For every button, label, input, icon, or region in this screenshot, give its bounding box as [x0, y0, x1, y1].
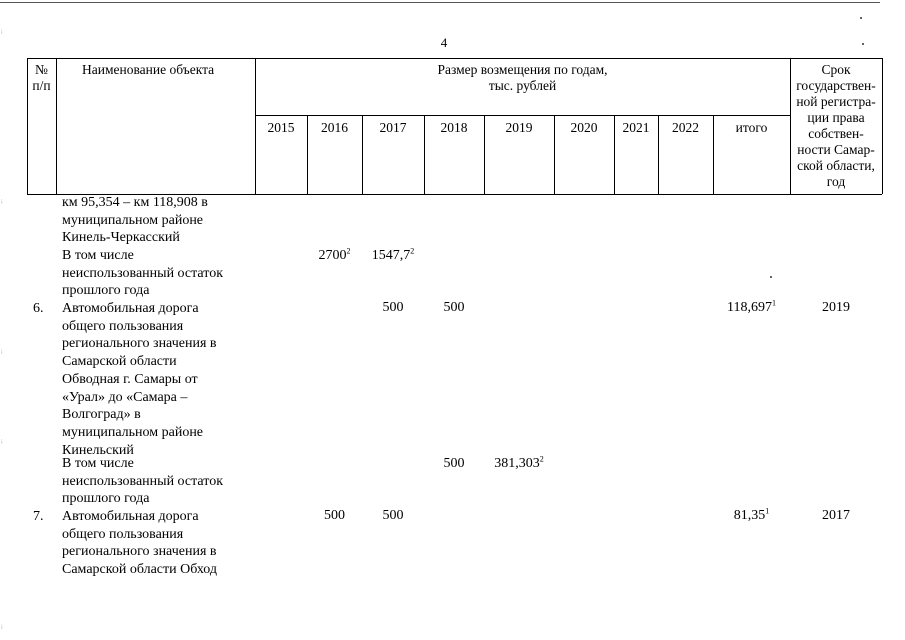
row-name-line: прошлого года [62, 283, 150, 299]
row-name-line: общего пользования [62, 526, 184, 542]
value-2016: 500 [324, 508, 345, 523]
header-col-amount: Размер возмещения по годам, тыс. рублей [437, 62, 608, 93]
value-total [713, 299, 790, 316]
value-2018: 500 [443, 300, 465, 315]
scan-speck [862, 43, 864, 45]
value-2016 [307, 247, 362, 264]
header-year: 2018 [440, 120, 468, 135]
row-name-line: муниципальном районе [62, 212, 204, 228]
header-col-term: Срок государствен- ной регистра- ции права собствен- ности Самар- ской области, год [796, 62, 876, 189]
value-text: 81,35 [733, 508, 766, 523]
value-2017 [362, 247, 424, 264]
row-name-line: регионального значения в [62, 336, 217, 352]
row-name-line: Обводная г. Самары от [62, 371, 198, 387]
footnote-ref: 1 [765, 506, 770, 516]
row-name [62, 300, 252, 459]
row-name-line: В том числе [62, 456, 134, 471]
top-scan-rule [0, 2, 880, 3]
row-name-line: Автомобильная дорога [62, 509, 199, 524]
row-name-line: неиспользованный остаток [62, 265, 223, 281]
margin-scan-mark: ⁞ [1, 200, 3, 206]
row-name-line: Самарской области Обход [62, 562, 218, 578]
header-year: 2020 [570, 120, 598, 135]
col-border [56, 58, 57, 194]
row-name-line: неиспользованный остаток [62, 473, 223, 489]
header-total: итого [735, 120, 768, 135]
row-number: 6. [33, 301, 44, 316]
value-text: 1547,7 [371, 248, 411, 263]
margin-scan-mark: ⁞ [1, 350, 3, 356]
footnote-ref: 1 [771, 298, 776, 308]
margin-scan-mark: ⁞ [1, 625, 3, 631]
value-term: 2017 [822, 508, 850, 523]
row-name-line: «Урал» до «Самара – [62, 389, 188, 405]
row-name [62, 455, 252, 508]
row-name-line: муниципальном районе [62, 424, 204, 440]
header-year: 2019 [505, 120, 533, 135]
header-year: 2017 [379, 120, 407, 135]
row-name-line: Волгоград» в [62, 407, 141, 423]
header-year: 2016 [321, 120, 348, 135]
value-2017: 500 [382, 508, 404, 523]
footnote-ref: 2 [539, 454, 544, 464]
value-2018: 500 [443, 456, 465, 471]
row-name-line: регионального значения в [62, 544, 217, 560]
row-name [62, 194, 252, 247]
year-header-divider [255, 115, 790, 116]
row-name [62, 508, 252, 579]
row-name-line: Кинельский [62, 442, 134, 458]
footnote-ref: 2 [410, 246, 415, 256]
value-text: 381,303 [494, 456, 540, 471]
header-year: 2022 [672, 120, 699, 135]
value-2019 [484, 455, 554, 472]
margin-scan-mark: ⁞ [1, 440, 3, 446]
row-name-line: прошлого года [62, 491, 150, 507]
value-term: 2019 [822, 300, 850, 315]
header-year: 2015 [267, 120, 295, 135]
row-name-line: Кинель-Черкасский [62, 230, 180, 246]
scan-speck [770, 276, 772, 278]
col-border [882, 58, 883, 194]
row-name-line: общего пользования [62, 318, 184, 334]
value-text: 2700 [318, 248, 347, 263]
scan-speck [860, 17, 862, 19]
header-col-num: № п/п [32, 62, 51, 93]
margin-scan-mark: ⁞ [1, 30, 3, 36]
page-number: 4 [440, 35, 448, 50]
header-year: 2021 [622, 120, 650, 135]
table-top-border [27, 58, 882, 59]
value-total [713, 507, 790, 524]
value-2017: 500 [382, 300, 404, 315]
value-text: 118,697 [727, 300, 772, 315]
row-name-line: В том числе [62, 248, 134, 263]
row-name-line: Автомобильная дорога [62, 301, 199, 316]
row-number: 7. [33, 509, 44, 524]
row-name-line: км 95,354 – км 118,908 в [62, 195, 208, 210]
header-col-name: Наименование объекта [82, 62, 215, 77]
footnote-ref: 2 [346, 246, 351, 256]
row-name-line: Самарской области [62, 354, 177, 370]
row-name [62, 247, 252, 300]
